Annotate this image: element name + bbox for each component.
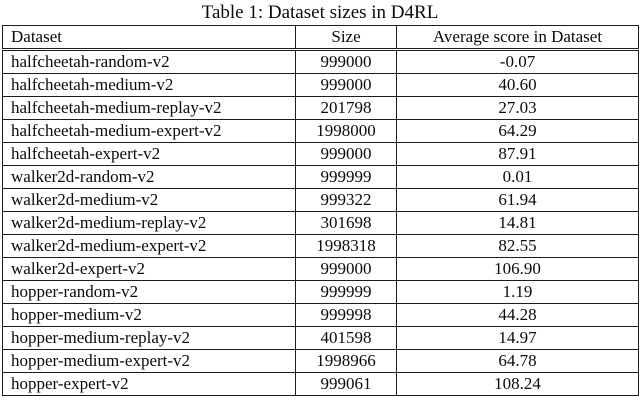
- score-cell: 40.60: [397, 74, 639, 97]
- score-cell: -0.07: [397, 50, 639, 74]
- score-cell: 0.01: [397, 166, 639, 189]
- table-row: [3, 350, 639, 373]
- score-cell: 14.81: [397, 212, 639, 235]
- table-row: [3, 212, 639, 235]
- table-caption: Table 1: Dataset sizes in D4RL: [201, 2, 439, 23]
- size-cell: 1998318: [296, 235, 397, 258]
- table-row: [3, 235, 639, 258]
- size-cell: 301698: [296, 212, 397, 235]
- dataset-cell: hopper-random-v2: [3, 281, 296, 304]
- table-body: [3, 50, 639, 396]
- column-header-size: Size: [296, 26, 397, 50]
- dataset-cell: walker2d-medium-v2: [3, 189, 296, 212]
- dataset-cell: hopper-medium-expert-v2: [3, 350, 296, 373]
- size-cell: 999999: [296, 166, 397, 189]
- dataset-cell: walker2d-random-v2: [3, 166, 296, 189]
- dataset-cell: halfcheetah-random-v2: [3, 50, 296, 74]
- dataset-cell: hopper-expert-v2: [3, 373, 296, 396]
- table-row: [3, 120, 639, 143]
- size-cell: 1998966: [296, 350, 397, 373]
- table-row: [3, 258, 639, 281]
- dataset-cell: halfcheetah-expert-v2: [3, 143, 296, 166]
- size-cell: 999000: [296, 258, 397, 281]
- size-cell: 999322: [296, 189, 397, 212]
- score-cell: 1.19: [397, 281, 639, 304]
- table-row: [3, 281, 639, 304]
- size-cell: 999999: [296, 281, 397, 304]
- size-cell: 1998000: [296, 120, 397, 143]
- dataset-cell: walker2d-medium-expert-v2: [3, 235, 296, 258]
- dataset-table: [2, 25, 639, 396]
- table-row: [3, 74, 639, 97]
- table-row: [3, 50, 639, 74]
- size-cell: 999000: [296, 74, 397, 97]
- score-cell: 87.91: [397, 143, 639, 166]
- score-cell: 64.78: [397, 350, 639, 373]
- dataset-cell: halfcheetah-medium-v2: [3, 74, 296, 97]
- column-header-score: Average score in Dataset: [397, 26, 639, 50]
- score-cell: 108.24: [397, 373, 639, 396]
- table-row: [3, 166, 639, 189]
- size-cell: 999000: [296, 143, 397, 166]
- size-cell: 401598: [296, 327, 397, 350]
- score-cell: 64.29: [397, 120, 639, 143]
- dataset-cell: halfcheetah-medium-expert-v2: [3, 120, 296, 143]
- size-cell: 201798: [296, 97, 397, 120]
- score-cell: 82.55: [397, 235, 639, 258]
- size-cell: 999000: [296, 50, 397, 74]
- header-row: [3, 26, 639, 50]
- dataset-cell: hopper-medium-replay-v2: [3, 327, 296, 350]
- table-row: [3, 327, 639, 350]
- score-cell: 61.94: [397, 189, 639, 212]
- column-header-dataset: Dataset: [3, 26, 296, 50]
- score-cell: 44.28: [397, 304, 639, 327]
- table-row: [3, 189, 639, 212]
- size-cell: 999998: [296, 304, 397, 327]
- table-row: [3, 97, 639, 120]
- dataset-cell: hopper-medium-v2: [3, 304, 296, 327]
- table-row: [3, 373, 639, 396]
- dataset-cell: halfcheetah-medium-replay-v2: [3, 97, 296, 120]
- score-cell: 106.90: [397, 258, 639, 281]
- size-cell: 999061: [296, 373, 397, 396]
- dataset-cell: walker2d-medium-replay-v2: [3, 212, 296, 235]
- table-row: [3, 143, 639, 166]
- dataset-cell: walker2d-expert-v2: [3, 258, 296, 281]
- score-cell: 27.03: [397, 97, 639, 120]
- table-row: [3, 304, 639, 327]
- score-cell: 14.97: [397, 327, 639, 350]
